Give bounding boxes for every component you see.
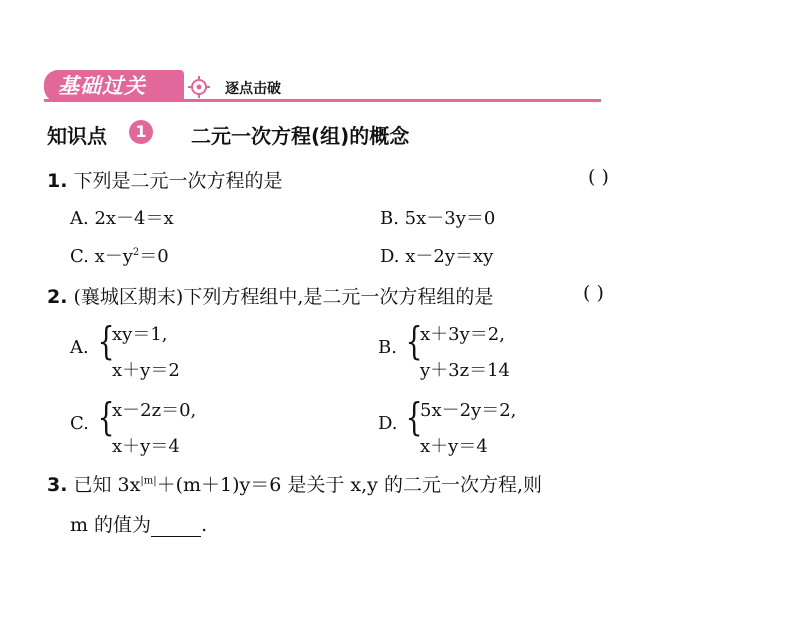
question-text: 下列是二元一次方程的是 (73, 170, 283, 192)
target-icon (188, 76, 210, 98)
option-b-equation-1: x＋3y＝2, (420, 324, 505, 345)
option-c-exponent: 2 (132, 247, 140, 258)
option-c-equation-1: x－2z＝0, (112, 400, 197, 421)
option-c-equation-2: x＋y＝4 (112, 436, 180, 457)
question-text: 已知 3x (73, 474, 141, 496)
answer-paren: ( ) (583, 282, 604, 304)
option-a-label: A. (70, 337, 89, 358)
option-c-rest: ＝0 (139, 246, 169, 267)
knowledge-point-number: 1 (129, 120, 153, 144)
question-3 (47, 470, 542, 497)
option-d-equation-2: x＋y＝4 (420, 436, 488, 457)
question-text: (襄城区期末)下列方程组中,是二元一次方程组的是 (73, 286, 494, 308)
option-a-equation-2: x＋y＝2 (112, 360, 180, 381)
question-3-line-2 (70, 510, 207, 537)
answer-blank[interactable] (151, 518, 201, 537)
answer-paren: ( ) (588, 166, 609, 188)
option-d-equation-1: 5x－2y＝2, (420, 400, 517, 421)
banner-subtitle: 逐点击破 (225, 81, 281, 97)
option-d: D. x－2y＝xy (380, 246, 494, 267)
exponent: |m| (140, 475, 157, 487)
question-number: 1. (47, 170, 68, 192)
question-text: m 的值为 (70, 514, 152, 536)
option-a-equation-1: xy＝1, (112, 324, 168, 345)
period: . (201, 514, 208, 536)
option-c (70, 242, 169, 268)
brace-symbol: { (97, 395, 115, 439)
option-a: A. 2x－4＝x (70, 208, 174, 229)
option-b-label: B. (378, 337, 397, 358)
section-banner: 基础过关 (44, 70, 184, 102)
question-number: 3. (47, 474, 68, 496)
knowledge-point-title: 二元一次方程(组)的概念 (191, 124, 410, 148)
question-text-cont: ＋(m＋1)y＝6 是关于 x,y 的二元一次方程,则 (156, 474, 542, 496)
option-c-text: C. x－y (70, 246, 133, 267)
question-number: 2. (47, 286, 68, 308)
brace-symbol: { (405, 319, 423, 363)
banner-underline (44, 99, 601, 102)
brace-symbol: { (97, 319, 115, 363)
question-1 (47, 166, 283, 193)
question-2 (47, 282, 493, 309)
option-b-equation-2: y＋3z＝14 (420, 360, 511, 381)
option-c-label: C. (70, 413, 89, 434)
option-d-label: D. (378, 413, 398, 434)
brace-symbol: { (405, 395, 423, 439)
knowledge-point-label: 知识点 (47, 124, 107, 148)
option-b: B. 5x－3y＝0 (380, 208, 496, 229)
